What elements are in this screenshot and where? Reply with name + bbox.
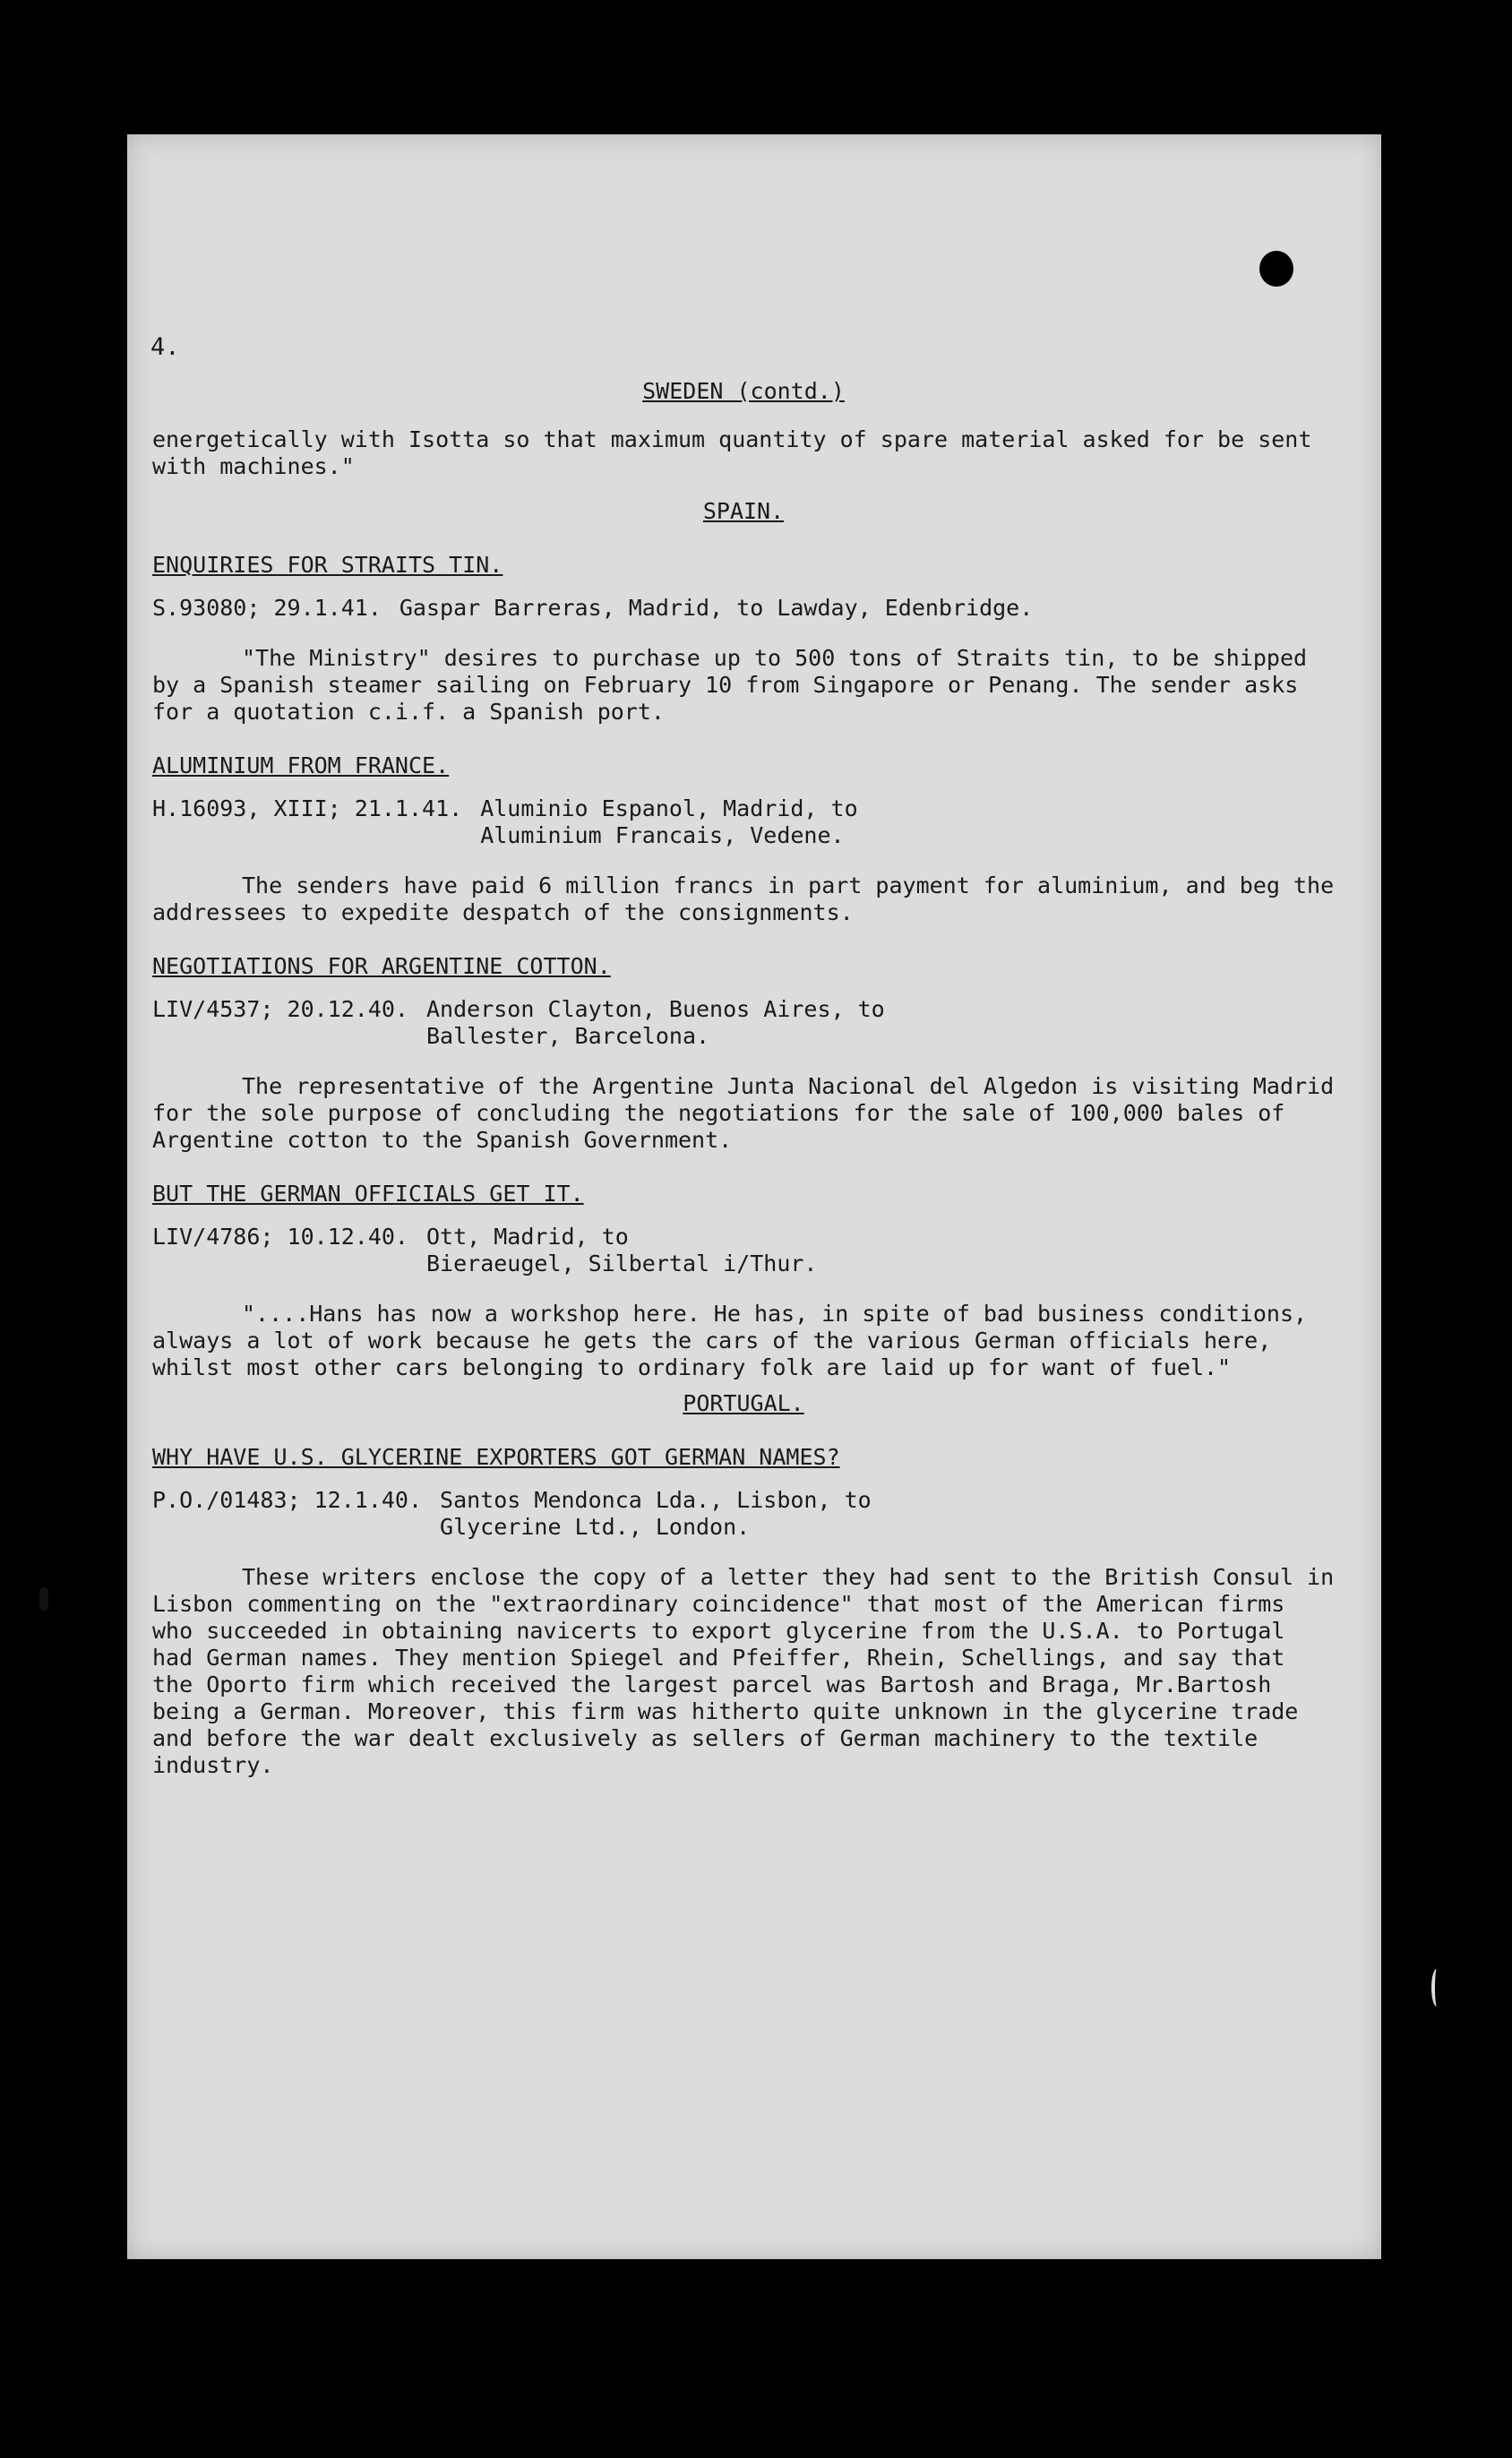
party-line: Ott, Madrid, to	[425, 1224, 629, 1250]
reference-parties	[422, 1487, 872, 1541]
document-page	[127, 134, 1381, 2259]
party-line: Gaspar Barreras, Madrid, to Lawday, Edenbridge.	[399, 595, 1034, 621]
page-number: 4.	[150, 333, 180, 361]
section-heading-spain: SPAIN.	[702, 498, 785, 524]
item-aluminium	[152, 752, 1335, 926]
party-line: Anderson Clayton, Buenos Aires, to	[425, 996, 885, 1022]
party-line: Ballester, Barcelona.	[425, 1023, 710, 1049]
item-argentine-cotton	[152, 953, 1335, 1154]
reference-parties	[462, 795, 857, 849]
party-line: Glycerine Ltd., London.	[440, 1514, 751, 1540]
item-german-officials	[152, 1181, 1335, 1381]
item-reference	[152, 1224, 1335, 1277]
party-line: Bieraeugel, Silbertal i/Thur.	[425, 1250, 818, 1276]
item-title: BUT THE GERMAN OFFICIALS GET IT.	[152, 1181, 584, 1207]
reference-parties	[382, 595, 1033, 622]
item-title: ALUMINIUM FROM FRANCE.	[152, 752, 450, 778]
margin-mark	[1431, 1969, 1442, 2007]
party-line: Santos Mendonca Lda., Lisbon, to	[440, 1487, 872, 1513]
reference-code: P.O./01483; 12.1.40.	[152, 1487, 423, 1513]
section-heading-portugal: PORTUGAL.	[683, 1390, 804, 1416]
section-heading-sweden: SWEDEN (contd.)	[642, 378, 845, 404]
item-reference	[152, 996, 1335, 1050]
document-body	[152, 369, 1335, 1788]
reference-code: LIV/4537; 20.12.40.	[152, 996, 408, 1022]
item-body: "....Hans has now a workshop here. He has, in spite of bad business conditions, always a lot of work because he gets the cars of the various German officials here, whilst most other cars belonging to ordinary folk are laid up for want of fuel."	[152, 1301, 1308, 1380]
party-line: Aluminium Francais, Vedene.	[480, 822, 845, 848]
punch-hole	[1259, 251, 1293, 287]
reference-code: S.93080; 29.1.41.	[152, 595, 382, 621]
reference-code: LIV/4786; 10.12.40.	[152, 1224, 408, 1250]
item-reference	[152, 1487, 1335, 1541]
item-title: WHY HAVE U.S. GLYCERINE EXPORTERS GOT GERMAN NAMES?	[152, 1444, 840, 1470]
item-body: The senders have paid 6 million francs in part payment for aluminium, and beg the addressees to expedite despatch of the consignments.	[152, 872, 1335, 925]
item-body: "The Ministry" desires to purchase up to 500 tons of Straits tin, to be shipped by a Spanish steamer sailing on February 10 from Singapore or Penang. The sender asks for a quotation c.i.f. a Spanish port.	[152, 645, 1308, 725]
item-title: ENQUIRIES FOR STRAITS TIN.	[152, 552, 503, 578]
margin-mark	[39, 1587, 48, 1611]
item-reference	[152, 595, 1335, 622]
reference-parties	[408, 1224, 818, 1277]
item-body: The representative of the Argentine Junta Nacional del Algedon is visiting Madrid for the sole purpose of concluding the negotiations for the sale of 100,000 bales of Argentine cotton to the Spanish Government.	[152, 1073, 1335, 1153]
reference-parties	[408, 996, 885, 1050]
sweden-text: energetically with Isotta so that maximum quantity of spare material asked for be sent with machines."	[152, 426, 1312, 479]
item-body: These writers enclose the copy of a letter they had sent to the British Consul in Lisbon commenting on the "extraordinary coincidence" that most of the American firms who succeeded in obtaining navicerts to export glycerine from the U.S.A. to Portugal had German names. They mention Spiegel and Pfeiffer, Rhein, Schellings, and say that the Oporto firm which received the largest parcel was Bartosh and Braga, Mr.Bartosh being a German. Moreover, this firm was hitherto quite unknown in the glycerine trade and before the war dealt exclusively as sellers of German machinery to the textile industry.	[152, 1564, 1335, 1778]
party-line: Aluminio Espanol, Madrid, to	[480, 795, 858, 821]
item-title: NEGOTIATIONS FOR ARGENTINE COTTON.	[152, 953, 611, 979]
reference-code: H.16093, XIII; 21.1.41.	[152, 795, 463, 821]
item-glycerine	[152, 1444, 1335, 1779]
item-reference	[152, 795, 1335, 849]
item-straits-tin	[152, 552, 1335, 726]
